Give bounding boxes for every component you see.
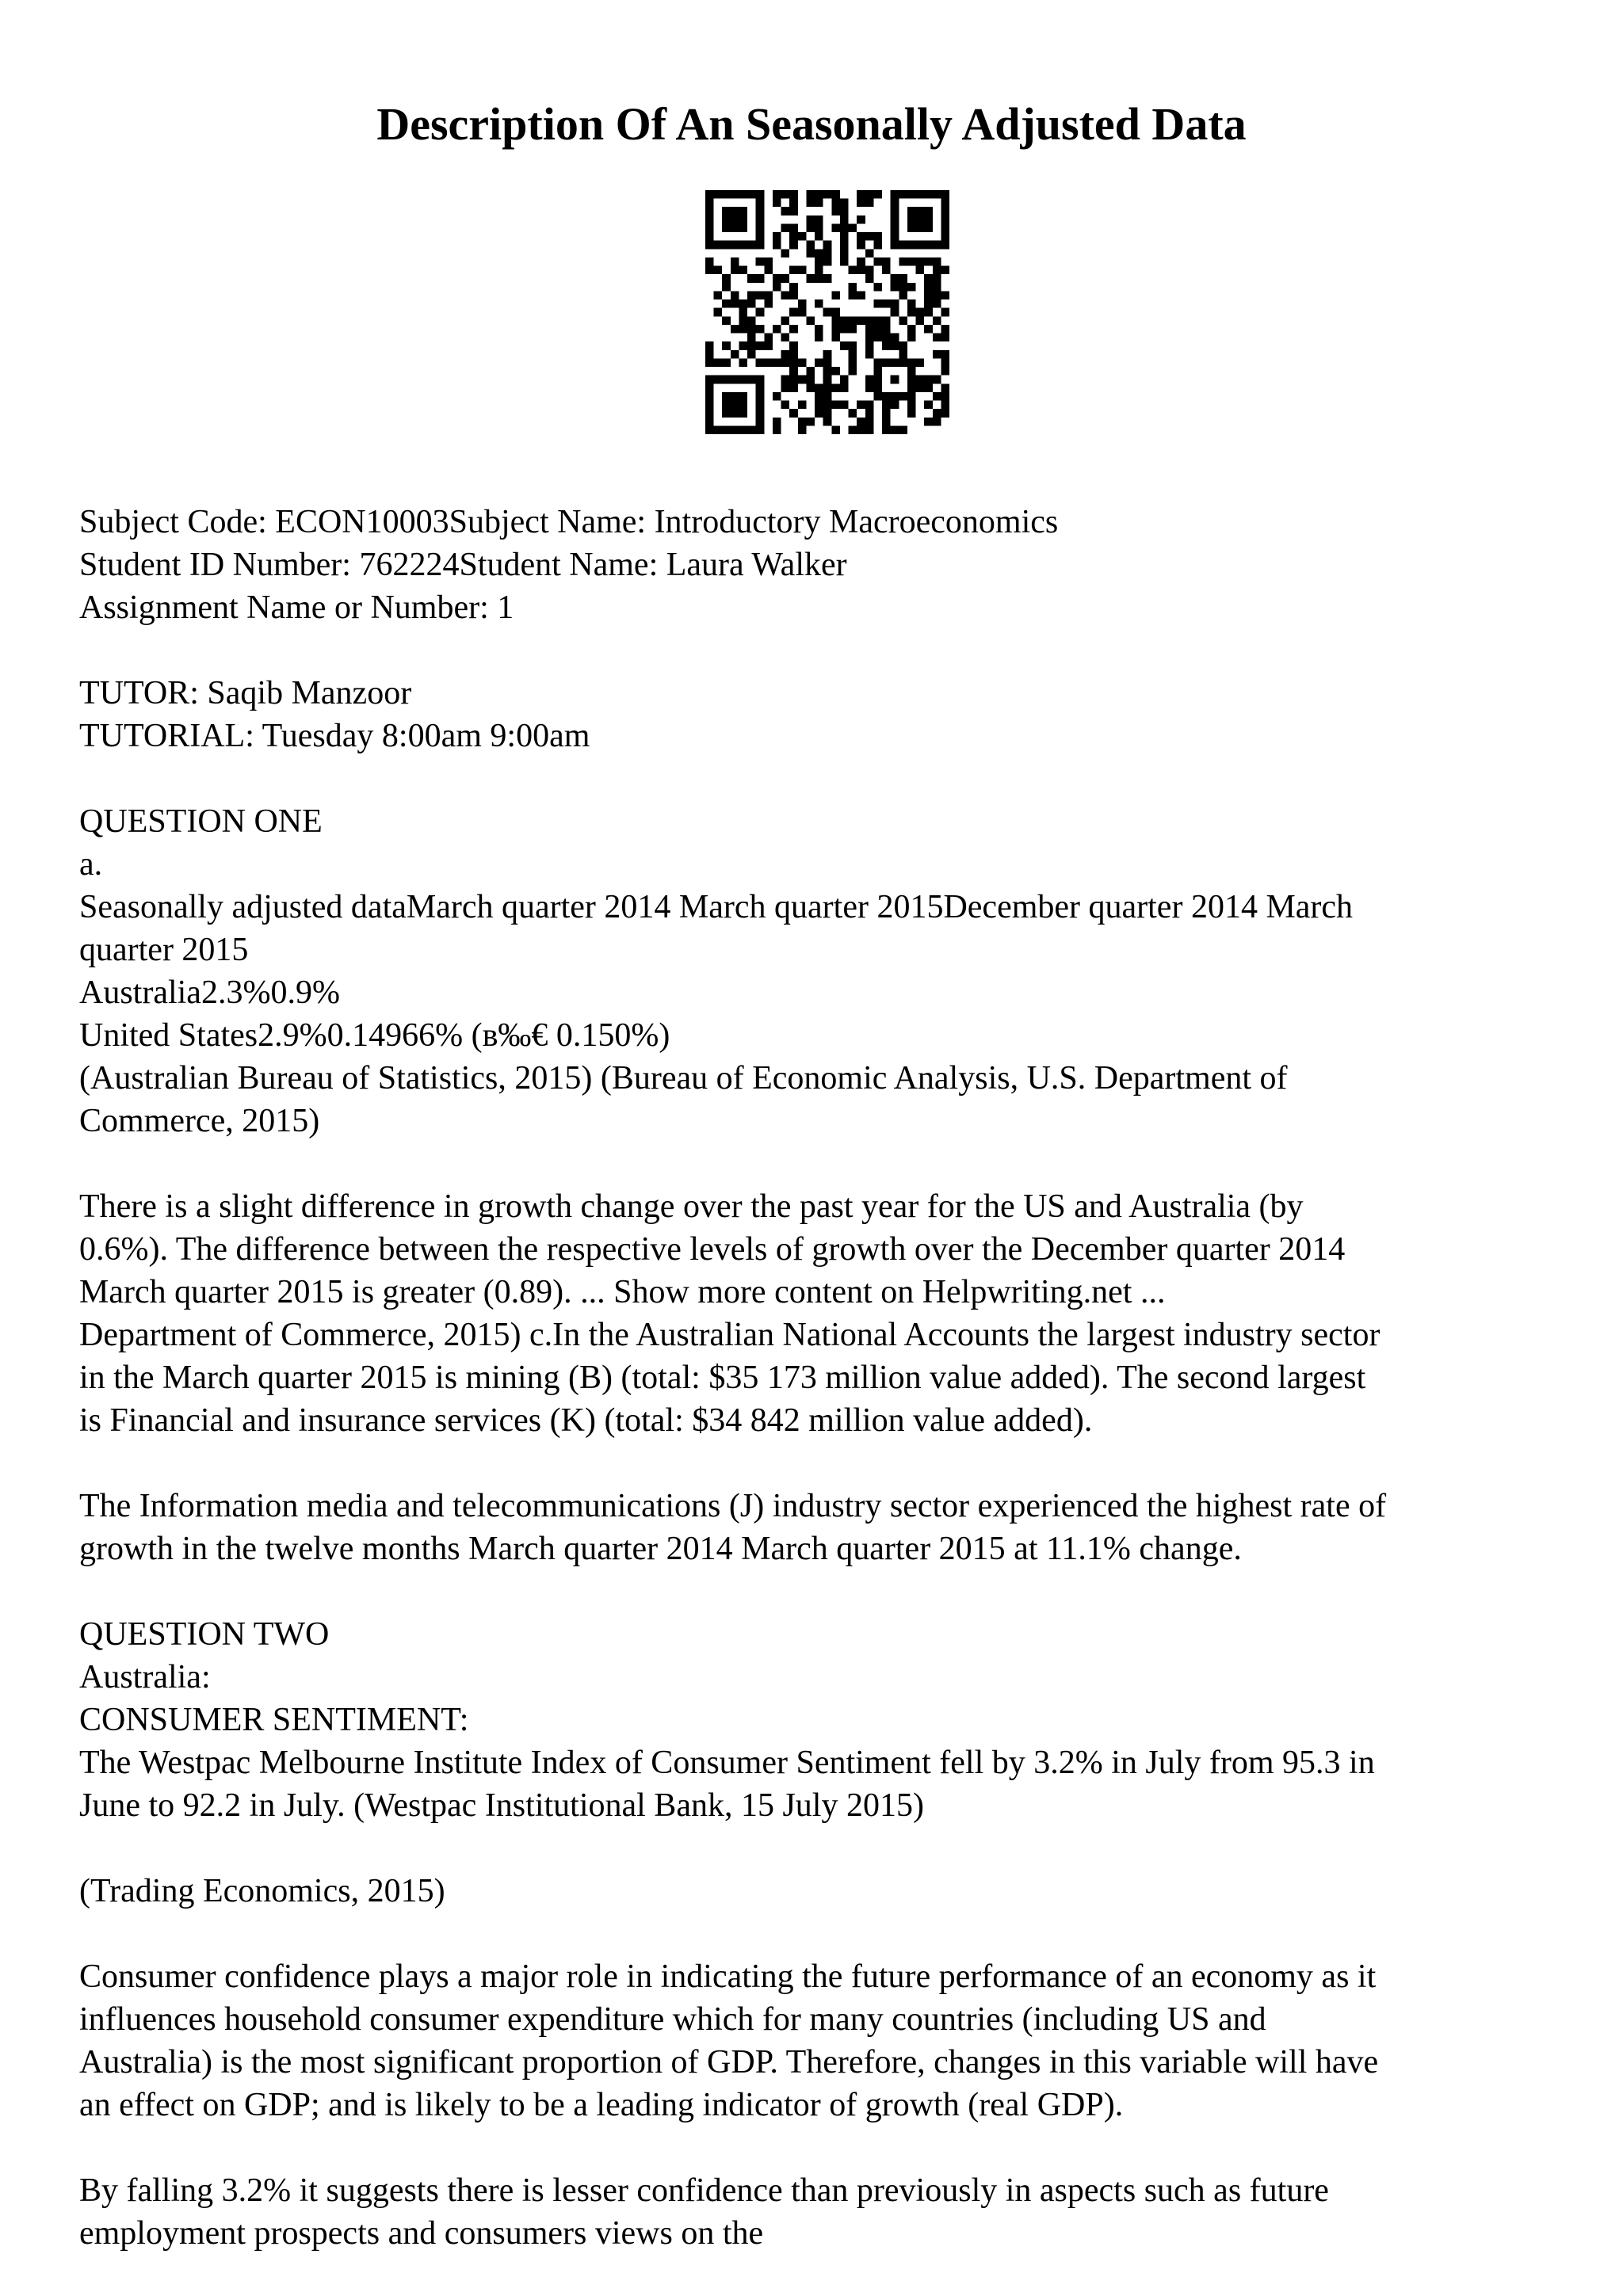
qr-code-icon <box>705 190 949 434</box>
spacer <box>79 1827 1553 1870</box>
spacer <box>79 1570 1553 1613</box>
table-row-united-states: United States2.9%0.14966% (в‰€ 0.150%) <box>79 1017 670 1054</box>
paragraph-line: The Westpac Melbourne Institute Index of Consumer Sentiment fell by 3.2% in July from 95.3 in <box>79 1745 1375 1781</box>
section-subheading: CONSUMER SENTIMENT: <box>79 1702 469 1738</box>
paragraph-line: June to 92.2 in July. (Westpac Institutional Bank, 15 July 2015) <box>79 1787 924 1824</box>
assignment-line: Assignment Name or Number: 1 <box>79 589 514 626</box>
source-citation: (Australian Bureau of Statistics, 2015) (Bureau of Economic Analysis, U.S. Department of <box>79 1060 1288 1097</box>
spacer <box>79 1442 1553 1485</box>
question-one-heading: QUESTION ONE <box>79 803 323 840</box>
country-label: Australia: <box>79 1659 211 1695</box>
qr-code-graphic <box>705 190 949 434</box>
paragraph-line: The Information media and telecommunications (J) industry sector experienced the highest rate of <box>79 1488 1387 1524</box>
paragraph-line: 0.6%). The difference between the respective levels of growth over the December quarter 2014 <box>79 1231 1346 1268</box>
document-body <box>79 501 1553 2255</box>
source-citation: (Trading Economics, 2015) <box>79 1873 445 1909</box>
spacer <box>79 1142 1553 1185</box>
page-title: Description Of An Seasonally Adjusted Data <box>376 98 1247 150</box>
paragraph-line: growth in the twelve months March quarter 2014 March quarter 2015 at 11.1% change. <box>79 1531 1242 1567</box>
paragraph-line: in the March quarter 2015 is mining (B) (total: $35 173 million value added). The second largest <box>79 1360 1366 1396</box>
table-row-australia: Australia2.3%0.9% <box>79 974 340 1011</box>
tutorial-line: TUTORIAL: Tuesday 8:00am 9:00am <box>79 718 590 754</box>
paragraph-line: influences household consumer expenditure which for many countries (including US and <box>79 2001 1266 2038</box>
spacer <box>79 1913 1553 1955</box>
paragraph-line: By falling 3.2% it suggests there is lesser confidence than previously in aspects such as future <box>79 2172 1329 2209</box>
spacer <box>79 629 1553 672</box>
paragraph-line: employment prospects and consumers views on the <box>79 2215 764 2252</box>
paragraph-line: Australia) is the most significant proportion of GDP. Therefore, changes in this variable will have <box>79 2044 1379 2081</box>
source-citation: Commerce, 2015) <box>79 1103 320 1139</box>
paragraph-line: There is a slight difference in growth change over the past year for the US and Australia (by <box>79 1188 1304 1225</box>
question-one-part-label: a. <box>79 846 103 883</box>
paragraph-line: an effect on GDP; and is likely to be a leading indicator of growth (real GDP). <box>79 2087 1124 2123</box>
spacer <box>79 757 1553 800</box>
subject-line: Subject Code: ECON10003Subject Name: Introductory Macroeconomics <box>79 504 1059 540</box>
paragraph-line: March quarter 2015 is greater (0.89). ... Show more content on Helpwriting.net ... <box>79 1274 1166 1310</box>
spacer <box>79 2126 1553 2169</box>
tutor-line: TUTOR: Saqib Manzoor <box>79 675 412 711</box>
table-header-line: Seasonally adjusted dataMarch quarter 2014 March quarter 2015December quarter 2014 March <box>79 889 1354 925</box>
question-two-heading: QUESTION TWO <box>79 1616 330 1653</box>
paragraph-line: Department of Commerce, 2015) c.In the Australian National Accounts the largest industry sector <box>79 1317 1381 1353</box>
student-line: Student ID Number: 762224Student Name: Laura Walker <box>79 547 847 583</box>
paragraph-line: is Financial and insurance services (K) (total: $34 842 million value added). <box>79 1402 1093 1439</box>
paragraph-line: Consumer confidence plays a major role in indicating the future performance of an economy as it <box>79 1958 1377 1995</box>
table-header-line: quarter 2015 <box>79 932 249 968</box>
